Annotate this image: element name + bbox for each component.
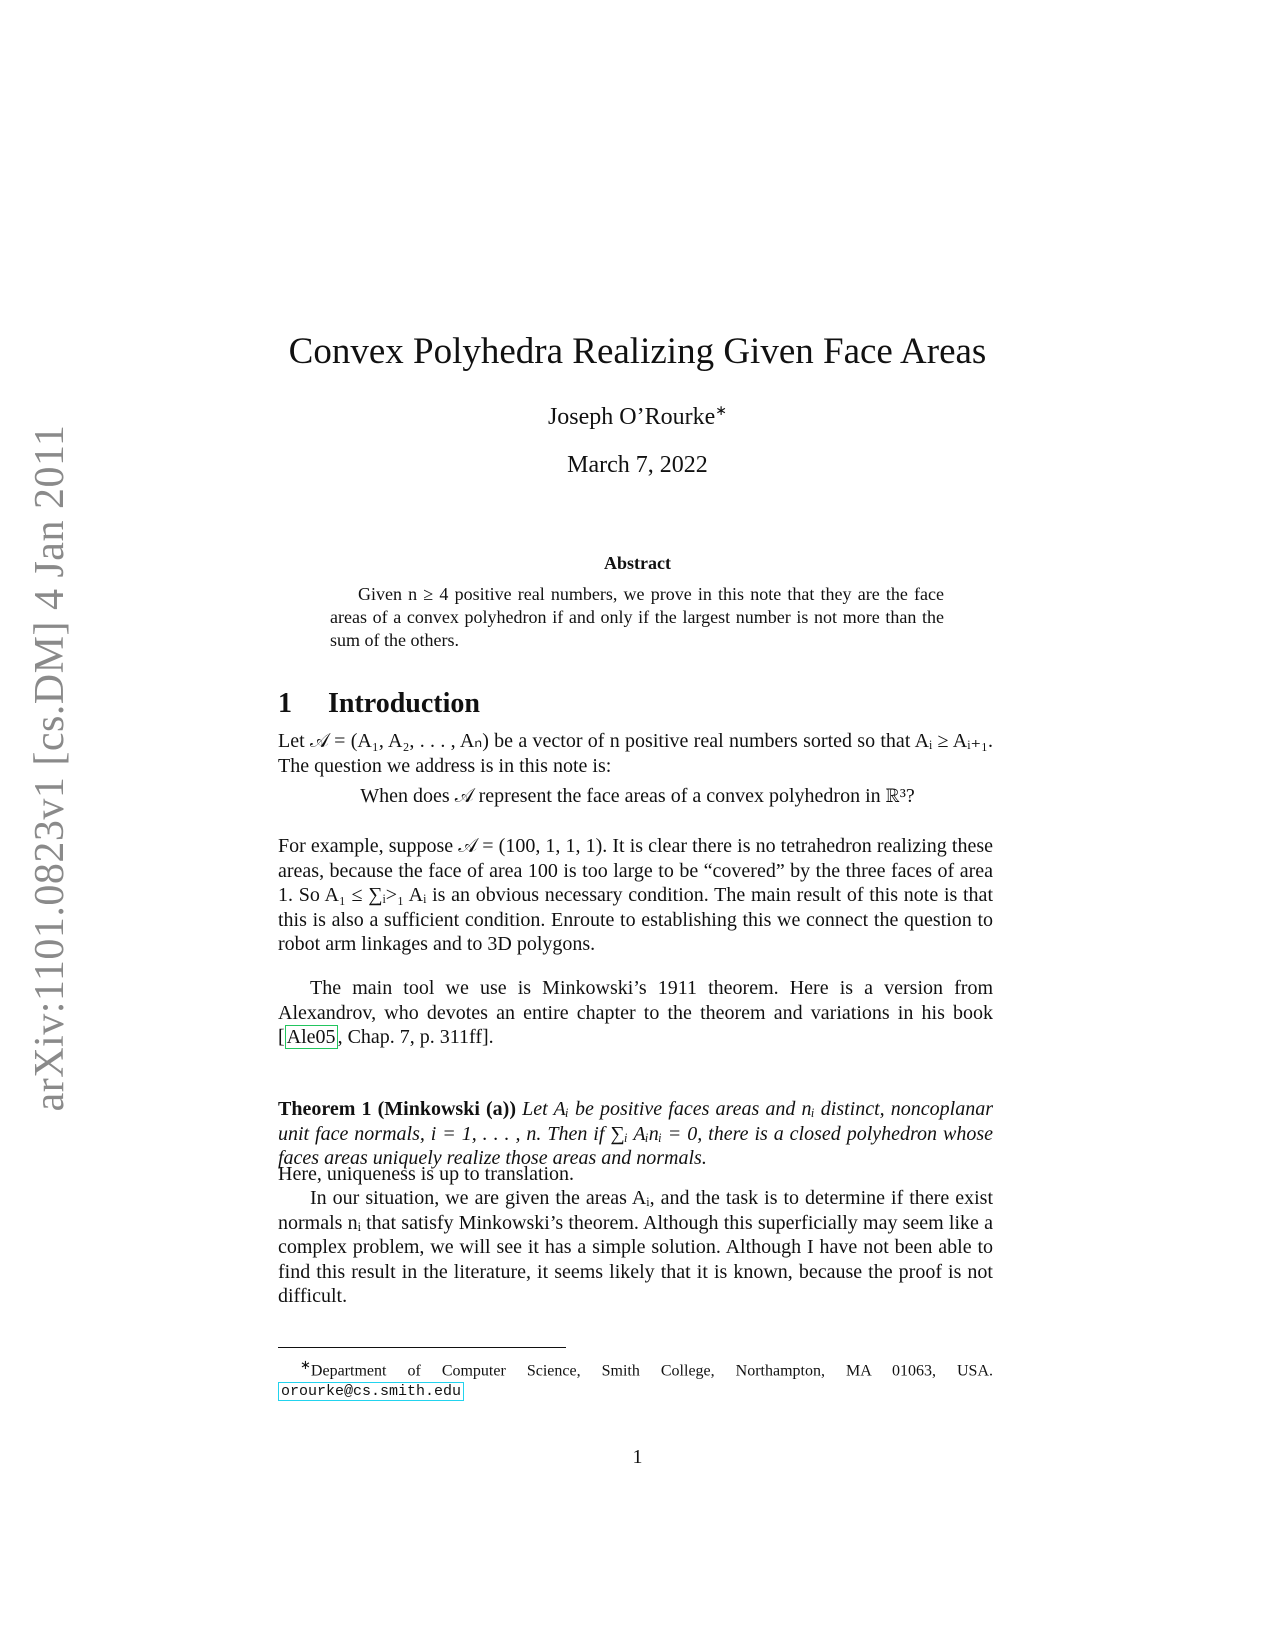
citation-link[interactable]: Ale05 xyxy=(286,1026,336,1048)
section-number: 1 xyxy=(278,688,292,719)
arxiv-stamp xyxy=(25,424,75,1112)
author-line xyxy=(0,403,1275,431)
research-question: When does 𝒜 represent the face areas of a convex polyhedron in ℝ³? xyxy=(360,785,915,807)
paragraph-3-text: The main tool we use is Minkowski’s 1911 theorem. Here is a version from Alexandrov, who devotes an entire chapter to the theorem and variations in his book [ xyxy=(278,977,993,1048)
paper-title: Convex Polyhedra Realizing Given Face Areas xyxy=(288,331,987,372)
author-name: Joseph O’Rourke xyxy=(547,404,716,430)
paragraph-3-tail: , Chap. 7, p. 311ff]. xyxy=(337,1026,494,1048)
footnote-rule xyxy=(278,1347,566,1348)
footnote xyxy=(278,1355,993,1402)
paragraph-1: Let 𝒜 = (A₁, A₂, . . . , Aₙ) be a vector of n positive real numbers sorted so that Aᵢ ≥ Aᵢ₊₁. The question we address is in this note is: xyxy=(278,730,993,777)
footnote-mark: ∗ xyxy=(300,1357,311,1372)
paper-date: March 7, 2022 xyxy=(567,452,708,478)
abstract-heading: Abstract xyxy=(604,553,671,573)
page-number: 1 xyxy=(632,1446,643,1468)
theorem-1 xyxy=(278,1097,993,1171)
section-title: Introduction xyxy=(328,688,480,719)
footnote-text: Department of Computer Science, Smith College, Northampton, MA 01063, USA. xyxy=(310,1362,993,1380)
theorem-text: Let Aᵢ be positive faces areas and nᵢ distinct, noncoplanar unit face normals, i = 1, . . . , n. Then if ∑ᵢ Aᵢnᵢ = 0, there is a closed polyhedron whose faces areas uniquely realize those areas and normals. xyxy=(278,1098,993,1169)
author-footnote-mark[interactable]: ∗ xyxy=(715,404,728,419)
theorem-label: Theorem 1 (Minkowski (a)) xyxy=(278,1098,516,1120)
section-heading xyxy=(278,688,480,720)
email-link[interactable]: orourke@cs.smith.edu xyxy=(278,1382,464,1401)
paragraph-3 xyxy=(278,976,993,1050)
paragraph-4: Here, uniqueness is up to translation. xyxy=(278,1163,575,1185)
paragraph-5: In our situation, we are given the areas Aᵢ, and the task is to determine if there exist normals nᵢ that satisfy Minkowski’s theorem. Although this superficially may seem like a complex problem, we will see it has a simple solution. Although I have not been able to find this result in the literature, it seems likely that it is known, because the proof is not difficult. xyxy=(278,1187,993,1307)
paragraph-2: For example, suppose 𝒜 = (100, 1, 1, 1). It is clear there is no tetrahedron realizing these areas, because the face of area 100 is too large to be “covered” by the three faces of area 1. So A₁ ≤ ∑ᵢ>₁ Aᵢ is an obvious necessary condition. The main result of this note is that this is also a sufficient condition. Enroute to establishing this we connect the question to robot arm linkages and to 3D polygons. xyxy=(278,835,993,955)
arxiv-stamp-text: arXiv:1101.0823v1 [cs.DM] 4 Jan 2011 xyxy=(27,424,73,1112)
abstract-text: Given n ≥ 4 positive real numbers, we prove in this note that they are the face areas of a convex polyhedron if and only if the largest number is not more than the sum of the others. xyxy=(330,584,944,650)
